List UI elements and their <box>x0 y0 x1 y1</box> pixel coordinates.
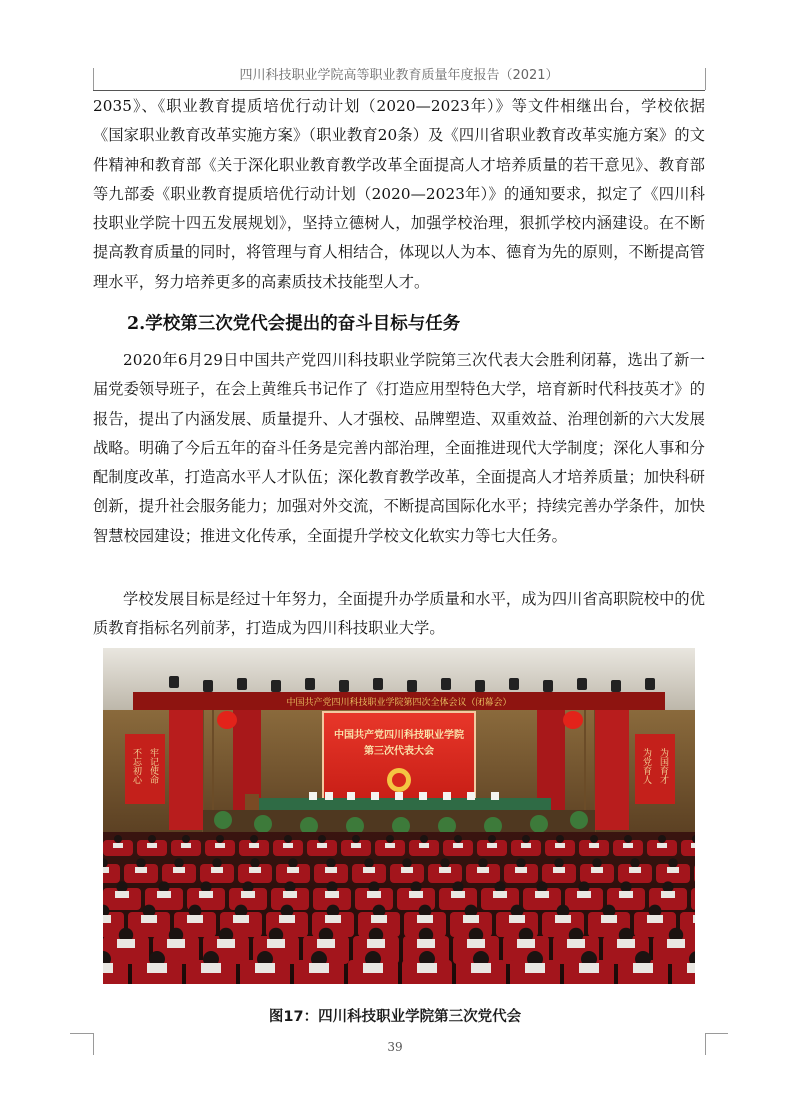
section-heading: 2.学校第三次党代会提出的奋斗目标与任务 <box>127 314 461 334</box>
right-sign-col2: 为国育才 <box>658 748 668 784</box>
page-number: 39 <box>387 1040 403 1054</box>
banner-text: 中国共产党四川科技职业学院第四次全体会议（闭幕会） <box>286 698 512 708</box>
congress-photo <box>103 648 695 984</box>
crop-mark-top-right <box>705 68 706 90</box>
lantern-left <box>217 711 237 729</box>
crop-mark-bottom-right-h <box>705 1033 728 1034</box>
left-sign-col1: 不忘初心 <box>131 748 141 784</box>
figure-caption: 图17：四川科技职业学院第三次党代会 <box>268 1009 522 1025</box>
lantern-right <box>563 711 583 729</box>
running-header: 四川科技职业学院高等职业教育质量年度报告（2021） <box>93 66 705 91</box>
paragraph-congress: 2020年6月29日中国共产党四川科技职业学院第三次代表大会胜利闭幕，选出了新一届党委领导班子，在会上黄维兵书记作了《打造应用型特色大学，培育新时代科技英才》的报告，提出了内涵发展、质量提升、人才强校、品牌塑造、双重效益、治理创新的六大发展战略。明确了今后五年的奋斗任务是完善内部治理，全面推进现代大学制度；深化人事和分配制度改革，打造高水平人才队伍；深化教育教学改革，全面提高人才培养质量；加快科研创新，提升社会服务能力；加强对外交流，不断提高国际化水平；持续完善办学条件，加快智慧校园建设；推进文化传承，全面提升学校文化软实力等七大任务。 <box>93 351 705 545</box>
crop-mark-bottom-left-h <box>70 1033 93 1034</box>
curtain-right-inner <box>595 710 629 830</box>
screen-line2: 第三次代表大会 <box>364 746 434 757</box>
right-sign-col1: 为党育人 <box>641 748 651 784</box>
curtain-left-inner <box>169 710 203 830</box>
screen-line1: 中国共产党四川科技职业学院 <box>334 730 464 741</box>
paragraph-goal: 学校发展目标是经过十年努力，全面提升办学质量和水平，成为四川省高职院校中的优质教育指标名列前茅，打造成为四川科技职业大学。 <box>93 590 705 638</box>
left-sign-col2: 牢记使命 <box>148 748 158 784</box>
paragraph-intro: 2035》、《职业教育提质培优行动计划（2020—2023年）》等文件相继出台，学校依据《国家职业教育改革实施方案》（职业教育20条）及《四川省职业教育改革实施方案》的文件精神和教育部《关于深化职业教育教学改革全面提高人才培养质量的若干意见》、教育部等九部委《职业教育提质培优行动计划（2020—2023年）》的通知要求，拟定了《四川科技职业学院十四五发展规划》，坚持立德树人，加强学校治理，狠抓学校内涵建设。在不断提高教育质量的同时，将管理与育人相结合，体现以人为本、德育为先的原则，不断提高管理水平，努力培养更多的高素质技术技能型人才。 <box>93 97 705 291</box>
